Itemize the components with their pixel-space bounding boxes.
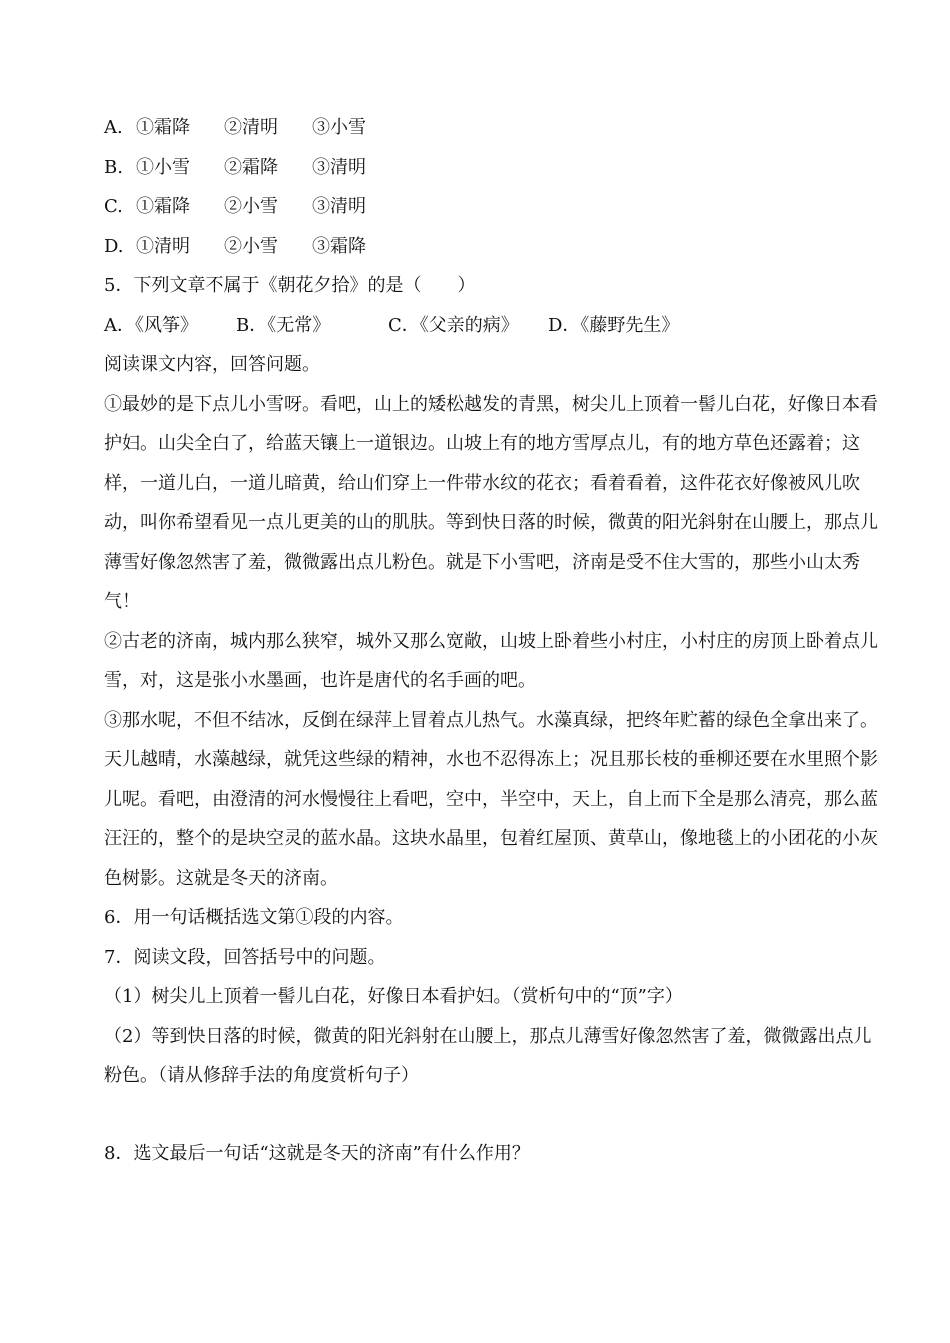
passage-line: 色树影。这就是冬天的济南。 (104, 867, 338, 889)
q8-stem: 8．选文最后一句话“这就是冬天的济南”有什么作用？ (104, 1142, 530, 1164)
q5-choice-c: C．《父亲的病》 (388, 314, 519, 336)
q7-sub-2 (104, 1017, 872, 1096)
passage-line: ①最妙的是下点儿小雪呀。看吧，山上的矮松越发的青黑，树尖儿上顶着一髻儿白花，好像日本看 (104, 393, 878, 415)
option-term: ①小雪 (136, 156, 190, 178)
passage-line: 气！ (104, 591, 140, 612)
passage-line: 汪汪的，整个的是块空灵的蓝水晶。这块水晶里，包着红屋顶、黄草山，像地毯上的小团花的小灰 (104, 828, 878, 849)
passage-paragraph-3 (104, 701, 878, 899)
passage-line: 动，叫你希望看见一点儿更美的山的肌肤。等到快日落的时候，微黄的阳光斜射在山腰上，那点儿 (104, 512, 878, 533)
passage-paragraph-1 (104, 385, 878, 622)
option-letter: C. (104, 196, 123, 217)
option-term: ①霜降 (136, 196, 190, 217)
q5-choice-d: D．《藤野先生》 (548, 314, 680, 336)
q7-stem: 7．阅读文段，回答括号中的问题。 (104, 946, 386, 968)
q7-sub-2-line: 粉色。（请从修辞手法的角度赏析句子） (104, 1065, 419, 1086)
q7-sub-1: （1）树尖儿上顶着一髻儿白花，好像日本看护妇。（赏析句中的“顶”字） (104, 986, 683, 1007)
option-letter: A. (104, 117, 123, 138)
q4-option-c (104, 187, 850, 227)
option-letter: B. (104, 156, 123, 178)
q5-choice-a: A．《风筝》 (104, 314, 198, 336)
answer-space (104, 1096, 850, 1134)
option-term: ③清明 (312, 196, 366, 217)
passage-line: ③那水呢，不但不结冰，反倒在绿萍上冒着点儿热气。水藻真绿，把终年贮蓄的绿色全拿出来了。 (104, 709, 878, 731)
reading-instruction: 阅读课文内容，回答问题。 (104, 354, 320, 375)
passage-line: 雪，对，这是张小水墨画，也许是唐代的名手画的吧。 (104, 670, 536, 691)
passage-line: ②古老的济南，城内那么狭窄，城外又那么宽敞，山坡上卧着些小村庄，小村庄的房顶上卧着点儿 (104, 630, 878, 652)
passage-line: 样，一道儿白，一道儿暗黄，给山们穿上一件带水纹的花衣；看着看着，这件花衣好像被风儿吹 (104, 472, 860, 494)
q6-stem: 6．用一句话概括选文第①段的内容。 (104, 907, 404, 928)
option-term: ②小雪 (224, 196, 278, 217)
q4-option-b (104, 148, 850, 188)
q5-choices (104, 306, 850, 346)
passage-line: 护妇。山尖全白了，给蓝天镶上一道银边。山坡上有的地方雪厚点儿，有的地方草色还露着；这 (104, 433, 860, 454)
q7-sub-2-line: （2）等到快日落的时候，微黄的阳光斜射在山腰上，那点儿薄雪好像忽然害了羞，微微露出点儿 (104, 1025, 872, 1047)
option-term: ①霜降 (136, 117, 190, 138)
option-term: ②清明 (224, 117, 278, 138)
q4-option-d (104, 227, 850, 267)
q4-option-a (104, 108, 850, 148)
option-term: ③小雪 (312, 117, 366, 138)
option-term: ②小雪 (224, 235, 278, 257)
option-term: ①清明 (136, 235, 190, 257)
passage-line: 儿呢。看吧，由澄清的河水慢慢往上看吧，空中，半空中，天上，自上而下全是那么清亮，那么蓝 (104, 788, 878, 810)
option-term: ②霜降 (224, 156, 278, 178)
option-term: ③霜降 (312, 235, 366, 257)
passage-line: 天儿越晴，水藻越绿，就凭这些绿的精神，水也不忍得冻上；况且那长枝的垂柳还要在水里照个影 (104, 749, 878, 770)
passage-line: 薄雪好像忽然害了羞，微微露出点儿粉色。就是下小雪吧，济南是受不住大雪的，那些小山太秀 (104, 551, 860, 573)
q5-choice-b: B．《无常》 (236, 314, 331, 336)
passage-paragraph-2 (104, 622, 878, 701)
q5-stem: 5．下列文章不属于《朝花夕拾》的是（ ） (104, 275, 476, 296)
exam-page (104, 108, 878, 1173)
q4-options (104, 108, 850, 266)
option-letter: D. (104, 235, 124, 257)
option-term: ③清明 (312, 156, 366, 178)
